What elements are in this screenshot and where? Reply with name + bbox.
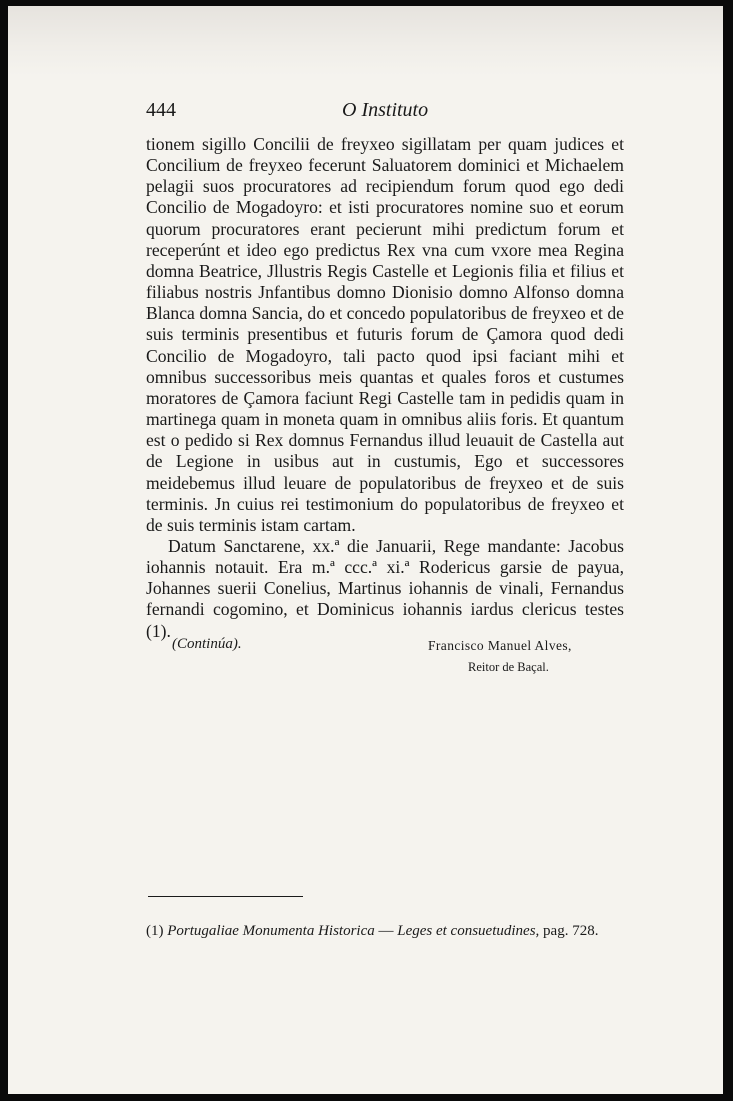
scanned-page xyxy=(8,6,723,1094)
page-number: 444 xyxy=(146,99,176,121)
author-affiliation: Reitor de Baçal. xyxy=(468,660,549,674)
author-name: Francisco Manuel Alves, xyxy=(428,638,572,653)
paragraph: Datum Sanctarene, xx.ª die Januarii, Rege mandante: Jacobus iohannis notauit. Era m.ª ccc.ª xi.ª Rodericus garsie de payua, Johannes suerii Conelius, Martinus iohannis de vinali, Fernandus fernandi cogomino, et Dominicus iohannis iardus clericus testes (1). xyxy=(146,535,624,641)
footnote-work-title: Portugaliae Monumenta Historica xyxy=(167,923,375,939)
footnote xyxy=(146,922,624,941)
body-text xyxy=(146,134,624,642)
paragraph: tionem sigillo Concilii de freyxeo sigillatam per quam judices et Concilium de freyxeo fecerunt Saluatorem dominici et Michaelem pelagii suos procuratores ad recipiendum forum quod ego dedi Concilio de Mogadoyro: et isti procuratores nomine suo et eorum quorum procuratores erant pecierunt mihi predictum forum et receperúnt et ideo ego predictus Rex vna cum vxore mea Regina domna Beatrice, Jllustris Regis Castelle et Legionis filia et filius et filiabus nostris Jnfantibus domno Dionisio domno Alfonso domna Blanca domna Sancia, do et concedo populatoribus de freyxeo et de suis terminis presentibus et futuris forum de Çamora quod dedi Concilio de Mogadoyro, tali pacto quod ipsi faciant mihi et omnibus successoribus meis quantas et quales foros et custumes moratores de Çamora faciunt Regi Castelle tam in pedidis quam in martinega quam in moneta quam in omnibus aliis foris. Et quantum est o pedido si Rex domnus Fernandus illud leuauit de Castella aut de Legione in usibus aut in custumis, Ego et successores meidebemus illud leuare de populatoribus de freyxeo et de suis terminis. Jn cuius rei testimonium do populatoribus de freyxeo et de suis terminis istam cartam. xyxy=(146,134,624,535)
footnote-page-ref: pag. 728. xyxy=(543,923,599,939)
continued-note: (Continúa). xyxy=(172,636,242,652)
footnote-dash: — xyxy=(378,923,394,939)
footnote-subtitle: Leges et consuetudines, xyxy=(397,923,540,939)
scan-shadow xyxy=(8,6,723,76)
running-title: O Instituto xyxy=(342,99,429,121)
footnote-marker: (1) xyxy=(146,923,164,939)
footnote-divider xyxy=(148,896,303,897)
page-header xyxy=(146,99,626,125)
